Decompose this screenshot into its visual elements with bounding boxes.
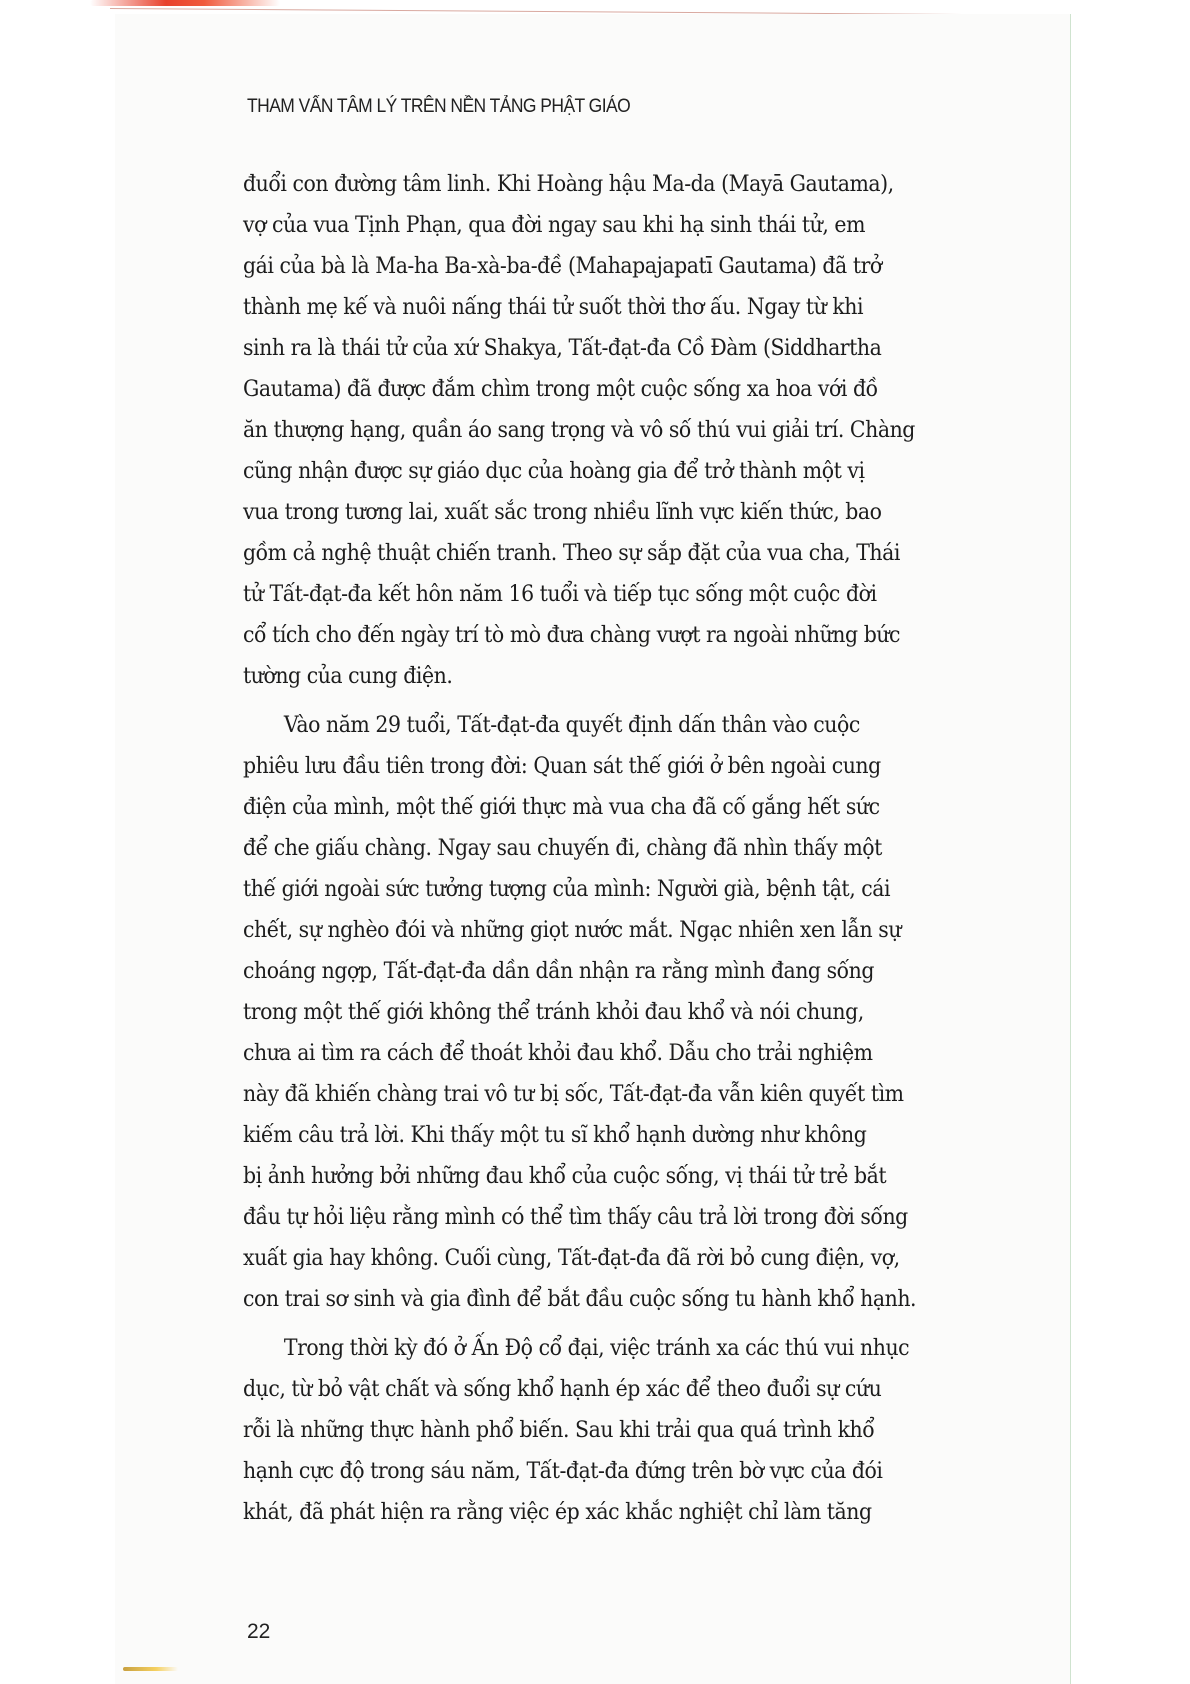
text-line: chưa ai tìm ra cách để thoát khỏi đau khổ. Dẫu cho trải nghiệm [243,1041,873,1066]
text-line: ăn thượng hạng, quần áo sang trọng và vô số thú vui giải trí. Chàng [243,418,915,443]
text-line: kiếm câu trả lời. Khi thấy một tu sĩ khổ hạnh dường như không [243,1123,867,1148]
body-text [243,164,1019,1533]
text-line: rỗi là những thực hành phổ biến. Sau khi trải qua quá trình khổ [243,1418,875,1443]
page-number: 22 [247,1620,271,1643]
text-line: vợ của vua Tịnh Phạn, qua đời ngay sau khi hạ sinh thái tử, em [243,213,866,238]
text-line: tường của cung điện. [243,664,453,689]
text-line: thành mẹ kế và nuôi nấng thái tử suốt thời thơ ấu. Ngay từ khi [243,295,864,320]
text-line: vua trong tương lai, xuất sắc trong nhiều lĩnh vực kiến thức, bao [243,500,882,525]
text-line: con trai sơ sinh và gia đình để bắt đầu cuộc sống tu hành khổ hạnh. [243,1287,917,1312]
text-line: này đã khiến chàng trai vô tư bị sốc, Tất-đạt-đa vẫn kiên quyết tìm [243,1082,904,1107]
text-line: dục, từ bỏ vật chất và sống khổ hạnh ép xác để theo đuổi sự cứu [243,1377,882,1402]
text-line: cổ tích cho đến ngày trí tò mò đưa chàng vượt ra ngoài những bức [243,623,901,648]
cover-edge-mark [90,0,280,6]
text-line: thế giới ngoài sức tưởng tượng của mình: Người già, bệnh tật, cái [243,877,891,902]
text-line: choáng ngợp, Tất-đạt-đa dần dần nhận ra rằng mình đang sống [243,959,875,984]
paragraph-1 [243,164,1019,697]
text-line: tử Tất-đạt-đa kết hôn năm 16 tuổi và tiếp tục sống một cuộc đời [243,582,877,607]
paragraph-gap [243,1320,1019,1328]
text-line: điện của mình, một thế giới thực mà vua cha đã cố gắng hết sức [243,795,880,820]
text-line: sinh ra là thái tử của xứ Shakya, Tất-đạt-đa Cồ Đàm (Siddhartha [243,336,882,361]
text-line: bị ảnh hưởng bởi những đau khổ của cuộc sống, vị thái tử trẻ bắt [243,1164,887,1189]
text-line: Trong thời kỳ đó ở Ấn Độ cổ đại, việc tránh xa các thú vui nhục [283,1336,910,1361]
text-line: gồm cả nghệ thuật chiến tranh. Theo sự sắp đặt của vua cha, Thái [243,541,900,566]
text-line: đuổi con đường tâm linh. Khi Hoàng hậu Ma-da (Mayā Gautama), [243,172,894,197]
running-header: THAM VẤN TÂM LÝ TRÊN NỀN TẢNG PHẬT GIÁO [247,96,631,117]
text-line: trong một thế giới không thể tránh khỏi đau khổ và nói chung, [243,1000,864,1025]
text-line: Gautama) đã được đắm chìm trong một cuộc sống xa hoa với đồ [243,377,878,402]
paragraph-3 [243,1328,1019,1533]
text-line: gái của bà là Ma-ha Ba-xà-ba-đề (Mahapajapatī Gautama) đã trở [243,254,882,279]
text-line: Vào năm 29 tuổi, Tất-đạt-đa quyết định dấn thân vào cuộc [283,713,860,738]
text-line: phiêu lưu đầu tiên trong đời: Quan sát thế giới ở bên ngoài cung [243,754,881,779]
text-line: xuất gia hay không. Cuối cùng, Tất-đạt-đa đã rời bỏ cung điện, vợ, [243,1246,900,1271]
page-corner-mark [123,1667,178,1671]
paragraph-gap [243,697,1019,705]
text-line: chết, sự nghèo đói và những giọt nước mắt. Ngạc nhiên xen lẫn sự [243,918,902,943]
paragraph-2 [243,705,1019,1320]
text-line: cũng nhận được sự giáo dục của hoàng gia để trở thành một vị [243,459,865,484]
text-line: hạnh cực độ trong sáu năm, Tất-đạt-đa đứng trên bờ vực của đói [243,1459,883,1484]
text-line: khát, đã phát hiện ra rằng việc ép xác khắc nghiệt chỉ làm tăng [243,1500,872,1525]
text-line: đầu tự hỏi liệu rằng mình có thể tìm thấy câu trả lời trong đời sống [243,1205,908,1230]
text-line: để che giấu chàng. Ngay sau chuyến đi, chàng đã nhìn thấy một [243,836,882,861]
